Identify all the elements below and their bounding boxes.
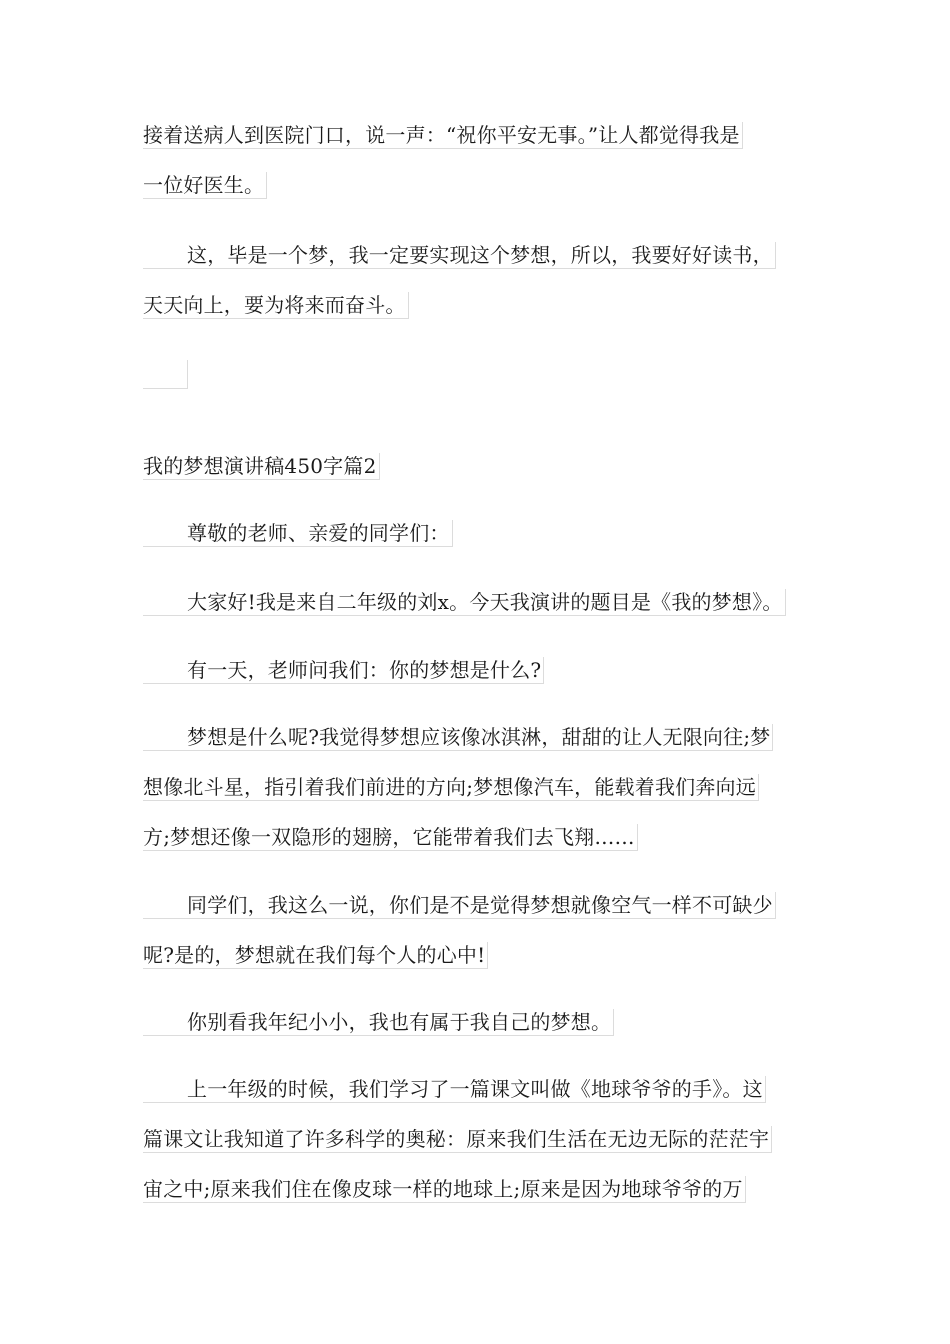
paragraph-8-line-1: 上一年级的时候，我们学习了一篇课文叫做《地球爷爷的手》。这 — [143, 1076, 766, 1103]
salutation: 尊敬的老师、亲爱的同学们： — [143, 520, 453, 547]
paragraph-2-line-1: 这，毕是一个梦，我一定要实现这个梦想，所以，我要好好读书， — [143, 242, 776, 269]
paragraph-2-line-2: 天天向上，要为将来而奋斗。 — [143, 292, 409, 319]
paragraph-1-line-1: 接着送病人到医院门口，说一声：“祝你平安无事。”让人都觉得我是 — [143, 122, 743, 149]
paragraph-7-line-1: 你别看我年纪小小，我也有属于我自己的梦想。 — [143, 1009, 614, 1036]
paragraph-8-line-3: 宙之中;原来我们住在像皮球一样的地球上;原来是因为地球爷爷的万 — [143, 1176, 746, 1203]
paragraph-8-line-2: 篇课文让我知道了许多科学的奥秘：原来我们生活在无边无际的茫茫宇 — [143, 1126, 772, 1153]
empty-line-box — [143, 360, 188, 389]
paragraph-6-line-1: 同学们，我这么一说，你们是不是觉得梦想就像空气一样不可缺少 — [143, 892, 776, 919]
paragraph-5-line-1: 梦想是什么呢?我觉得梦想应该像冰淇淋，甜甜的让人无限向往;梦 — [143, 724, 773, 751]
paragraph-5-line-2: 想像北斗星，指引着我们前进的方向;梦想像汽车，能载着我们奔向远 — [143, 774, 759, 801]
paragraph-6-line-2: 呢?是的，梦想就在我们每个人的心中! — [143, 942, 488, 969]
paragraph-5-line-3: 方;梦想还像一双隐形的翅膀，它能带着我们去飞翔…… — [143, 824, 638, 851]
section-title: 我的梦想演讲稿450字篇2 — [143, 453, 380, 480]
paragraph-1-line-2: 一位好医生。 — [143, 172, 267, 199]
paragraph-4-line-1: 有一天，老师问我们：你的梦想是什么? — [143, 657, 544, 684]
paragraph-3-line-1: 大家好!我是来自二年级的刘x。今天我演讲的题目是《我的梦想》。 — [143, 589, 786, 616]
